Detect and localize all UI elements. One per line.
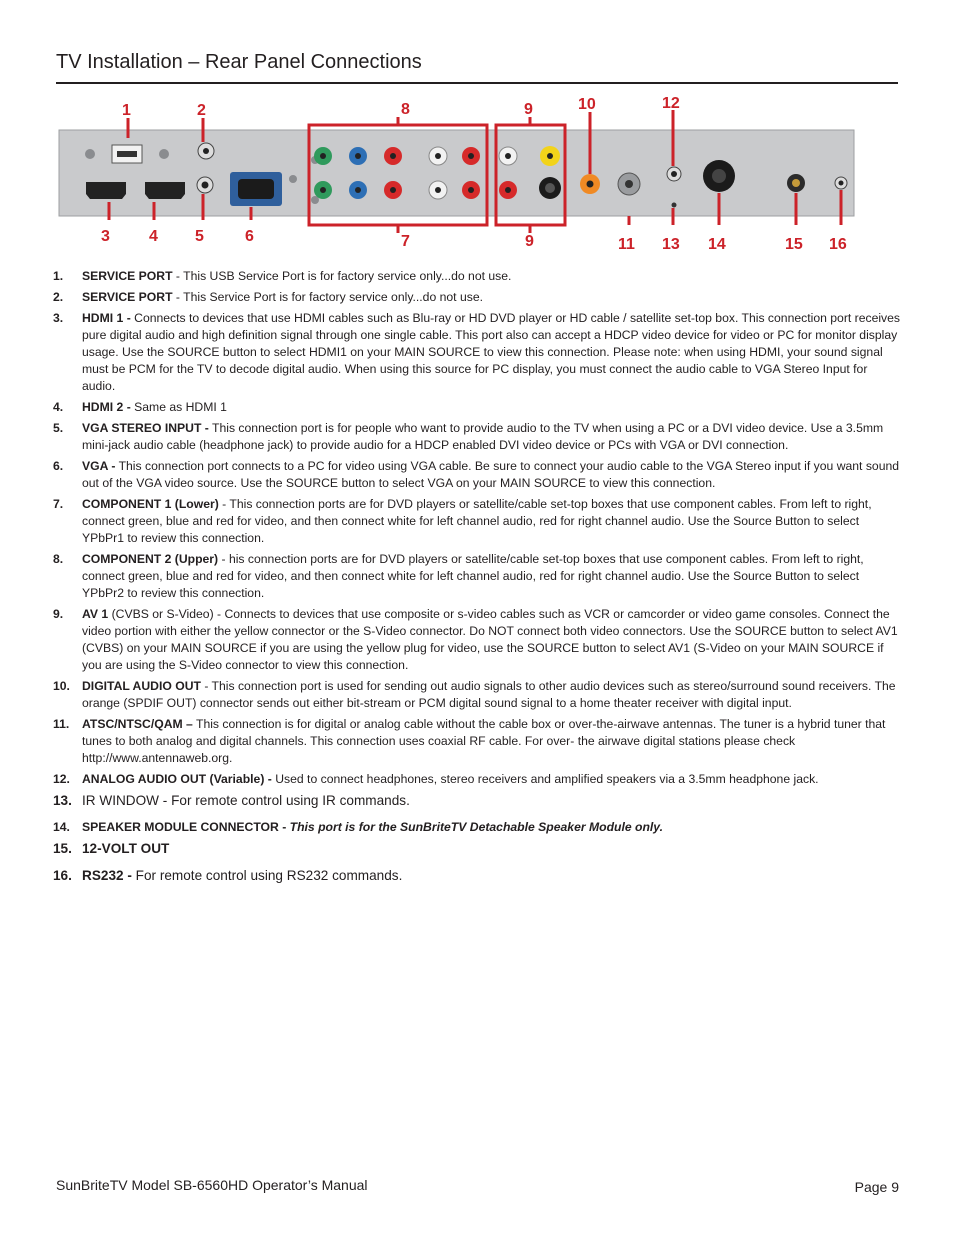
callout-2: 2	[197, 102, 206, 119]
callout-13: 13	[662, 236, 680, 253]
title-rule	[56, 82, 898, 84]
footer-page-number: Page 9	[854, 1179, 899, 1195]
screw-icon	[159, 149, 169, 159]
list-item: 6. VGA - This connection port connects to a PC for video using VGA cable. Be sure to connect your audio cable to the VGA Stereo input if you want sound out of the VGA video source. Use the SOURCE button to select VGA on your MAIN SOURCE to view this connection.	[53, 459, 900, 490]
list-item: 16. RS232 - For remote control using RS232 commands.	[53, 868, 403, 883]
footer-manual-title: SunBriteTV Model SB-6560HD Operator’s Manual	[56, 1177, 368, 1193]
callout-15: 15	[785, 236, 803, 253]
screw-icon	[289, 175, 297, 183]
callout-9-bottom: 9	[525, 233, 534, 250]
list-item: 5. VGA STEREO INPUT - This connection port is for people who want to provide audio to the TV when using a PC or a DVI video device. Use a 3.5mm mini-jack audio cable (headphone jack) to provide audio for a HDCP enabled DVI video device or PCs with VGA or DVI connection.	[53, 421, 884, 452]
callout-14: 14	[708, 236, 726, 253]
screw-icon	[85, 149, 95, 159]
callout-12: 12	[662, 95, 680, 112]
callout-10: 10	[578, 96, 596, 113]
callout-16: 16	[829, 236, 847, 253]
list-item: 13. IR WINDOW - For remote control using IR commands.	[53, 793, 410, 808]
list-item: 9. AV 1 (CVBS or S-Video) - Connects to devices that use composite or s-video cables such as VCR or camcorder or video game consoles. Connect the video portion with either the yellow connector or the S-Video connector. Do NOT connect both video connectors. Use the SOURCE button to select AV1 (CVBS) on your MAIN SOURCE if you are using the yellow plug for video, use the SOURCE button to select AV1 (S-Video on your MAIN SOURCE if you are using the S-Video connector to view this connection.	[53, 607, 898, 672]
page-title: TV Installation – Rear Panel Connections	[56, 51, 422, 73]
list-item: 15. 12-VOLT OUT	[53, 841, 170, 856]
list-item: 1. SERVICE PORT - This USB Service Port is for factory service only...do not use.	[53, 269, 512, 283]
list-item: 10. DIGITAL AUDIO OUT - This connection port is used for sending out audio signals to other audio devices such as stereo/surround sound receivers. The orange (SPDIF OUT) connector sends out either bit-stream or PCM digital sound signal to a home theater receiver with digital input.	[53, 679, 896, 710]
callout-11: 11	[618, 236, 635, 253]
rear-panel-diagram	[56, 90, 898, 260]
list-item: 12. ANALOG AUDIO OUT (Variable) - Used to connect headphones, stereo receivers and amplified speakers via a 3.5mm headphone jack.	[53, 772, 819, 786]
list-item: 4. HDMI 2 - Same as HDMI 1	[53, 400, 227, 414]
list-item: 14. SPEAKER MODULE CONNECTOR - This port is for the SunBriteTV Detachable Speaker Module only.	[53, 820, 664, 834]
list-item: 7. COMPONENT 1 (Lower) - This connection ports are for DVD players or satellite/cable set-top boxes that use component cables. From left to right, connect green, blue and red for video, and then connect white for left channel audio, red for right channel audio. Use the Source Button to select YPbPr1 to review this connection.	[53, 497, 872, 545]
list-item: 11. ATSC/NTSC/QAM – This connection is for digital or analog cable without the cable box or over-the-airwave antennas. The tuner is a hybrid tuner that tunes to both analog and digital channels. This connection uses coaxial RF cable. For over- the airwave digital stations please check http://www.antennaweb.org.	[53, 717, 886, 765]
callout-3: 3	[101, 228, 110, 245]
callout-5: 5	[195, 228, 204, 245]
hdmi1-port-icon	[86, 182, 126, 199]
list-item: 3. HDMI 1 - Connects to devices that use HDMI cables such as Blu-ray or HD DVD player or HD cable / satellite set-top box. This connection port receives pure digital audio and high definition signal through one single cable. This port also can accept a HDCP video device for video or PC for monitor display usage. Use the SOURCE button to select HDMI1 on your MAIN SOURCE to view this connection. Please note: when using HDMI, your sound signal must be PCM for the TV to decode digital audio. When using this source for PC display, you must connect the audio cable to VGA Stereo Input for audio.	[53, 311, 901, 393]
connection-list	[53, 268, 901, 894]
ir-window-icon	[672, 203, 677, 208]
rear-panel-plate	[59, 130, 854, 216]
callout-6: 6	[245, 228, 254, 245]
callout-7: 7	[401, 233, 410, 250]
list-item: 8. COMPONENT 2 (Upper) - his connection ports are for DVD players or satellite/cable set-top boxes that use component cables. From left to right, connect green, blue and red for video, and then connect white for left channel audio, red for right channel audio. Use the Source Button to select YPbPr2 to review this connection.	[53, 552, 864, 600]
callout-8: 8	[401, 101, 410, 118]
callout-9-top: 9	[524, 101, 533, 118]
callout-1: 1	[122, 102, 131, 119]
hdmi2-port-icon	[145, 182, 185, 199]
list-item: 2. SERVICE PORT - This Service Port is for factory service only...do not use.	[53, 290, 483, 304]
callout-4: 4	[149, 228, 158, 245]
